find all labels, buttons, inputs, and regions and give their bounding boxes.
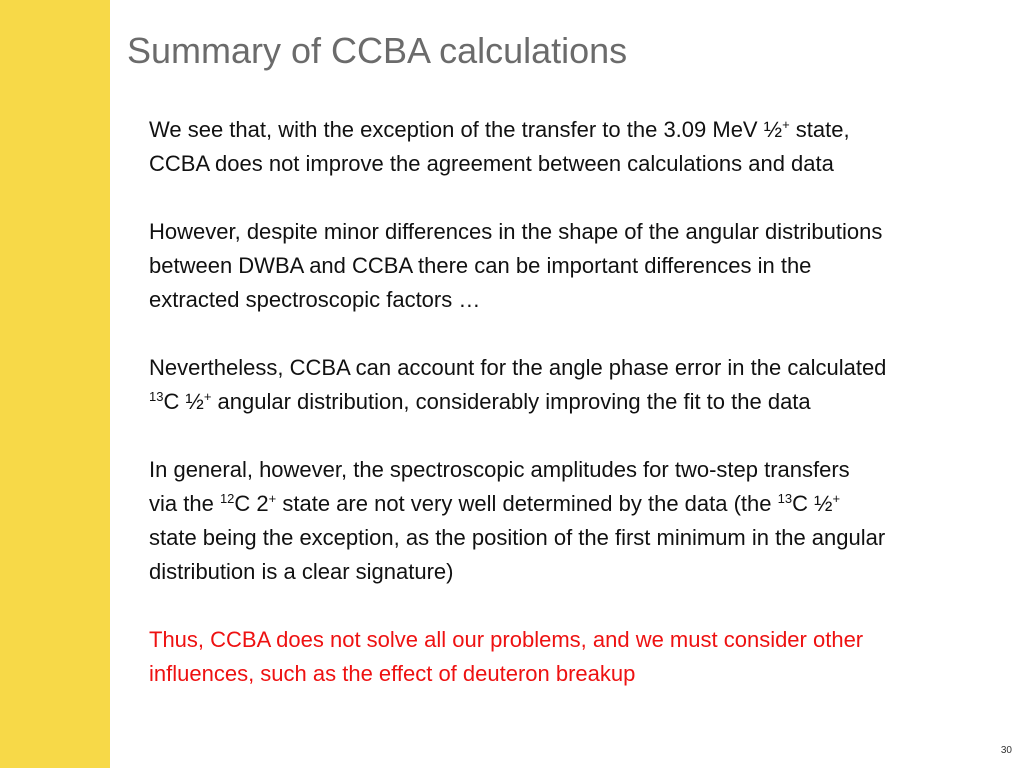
superscript: + [832, 491, 841, 506]
text-line: In general, however, the spectroscopic amplitudes for two-step transfers [149, 457, 850, 482]
text-run: state, [789, 117, 850, 142]
text-run: angular distribution, considerably improving the fit to the data [211, 389, 811, 414]
text-line: distribution is a clear signature) [149, 559, 454, 584]
text-line [149, 487, 1014, 521]
sidebar-accent-bar [0, 0, 110, 768]
paragraph-two-step-transfers [149, 453, 1014, 589]
text-run: state are not very well determined by the data (the [276, 491, 778, 516]
page-number: 30 [1000, 745, 1012, 756]
paragraph-angle-phase-error [149, 351, 1014, 419]
text-line: However, despite minor differences in the shape of the angular distributions [149, 219, 883, 244]
superscript: 13 [149, 389, 164, 404]
text-line: between DWBA and CCBA there can be important differences in the [149, 253, 812, 278]
text-run: We see that, with the exception of the transfer to the 3.09 MeV ½ [149, 117, 783, 142]
text-line: Thus, CCBA does not solve all our problems, and we must consider other [149, 627, 864, 652]
slide-body [149, 113, 1014, 691]
superscript: + [782, 117, 790, 132]
superscript: + [203, 389, 212, 404]
text-run: C ½ [163, 389, 204, 414]
slide-title: Summary of CCBA calculations [127, 30, 628, 71]
text-run: via the [149, 491, 220, 516]
superscript: 12 [219, 491, 235, 506]
text-line: state being the exception, as the position of the first minimum in the angular [149, 525, 886, 550]
text-line: Nevertheless, CCBA can account for the angle phase error in the calculated [149, 355, 887, 380]
paragraph-conclusion [149, 623, 1014, 691]
text-line: extracted spectroscopic factors … [149, 287, 481, 312]
superscript: 13 [777, 491, 793, 506]
text-run: C 2 [234, 491, 269, 516]
text-run: C ½ [792, 491, 833, 516]
text-line [149, 113, 1014, 147]
paragraph-spectroscopic-factors [149, 215, 1014, 317]
text-line: CCBA does not improve the agreement between calculations and data [149, 151, 834, 176]
text-line [149, 385, 1014, 419]
paragraph-ccba-agreement [149, 113, 1014, 181]
text-line: influences, such as the effect of deuteron breakup [149, 661, 636, 686]
superscript: + [268, 491, 277, 506]
